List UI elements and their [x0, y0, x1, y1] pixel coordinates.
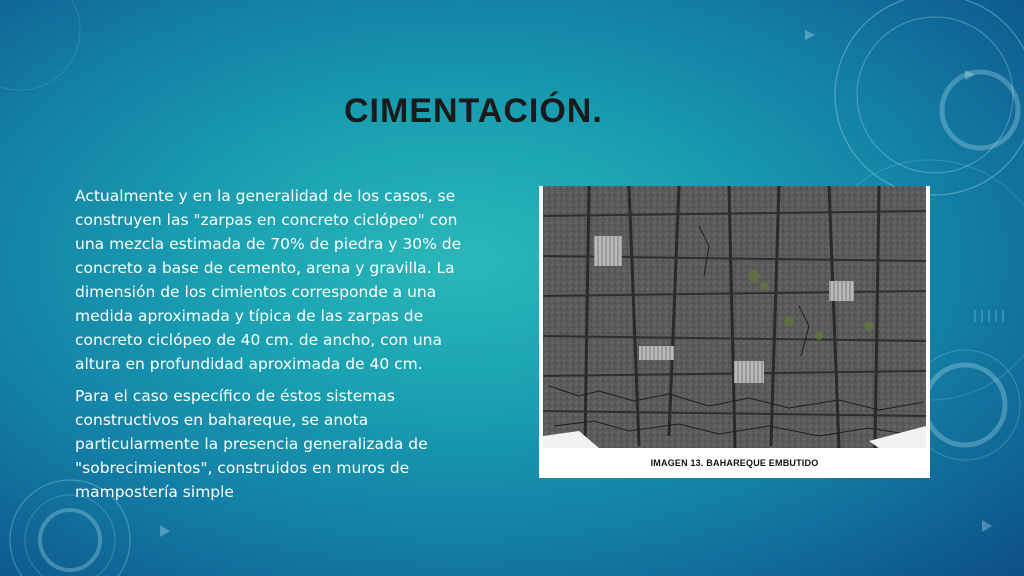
figure-bahareque — [539, 186, 930, 478]
paragraph-1: Actualmente y en la generalidad de los casos, se construyen las "zarpas en concreto ciclópeo" con una mezcla estimada de 70% de piedra y 30% de concreto a base de cemento, arena y gravilla. La dimensión de los cimientos corresponde a una medida aproximada y típica de las zarpas de concreto ciclópeo de 40 cm. de ancho, con una altura en profundidad aproximada de 40 cm. — [75, 187, 462, 373]
bahareque-photo — [539, 186, 930, 456]
body-text — [75, 184, 470, 512]
slide-title: CIMENTACIÓN. — [344, 92, 603, 130]
paragraph-2: Para el caso específico de éstos sistemas constructivos en bahareque, se anota particularmente la presencia generalizada de "sobrecimientos", construidos en muros de mampostería simple — [75, 387, 428, 501]
figure-caption: IMAGEN 13. BAHAREQUE EMBUTIDO — [650, 458, 819, 468]
